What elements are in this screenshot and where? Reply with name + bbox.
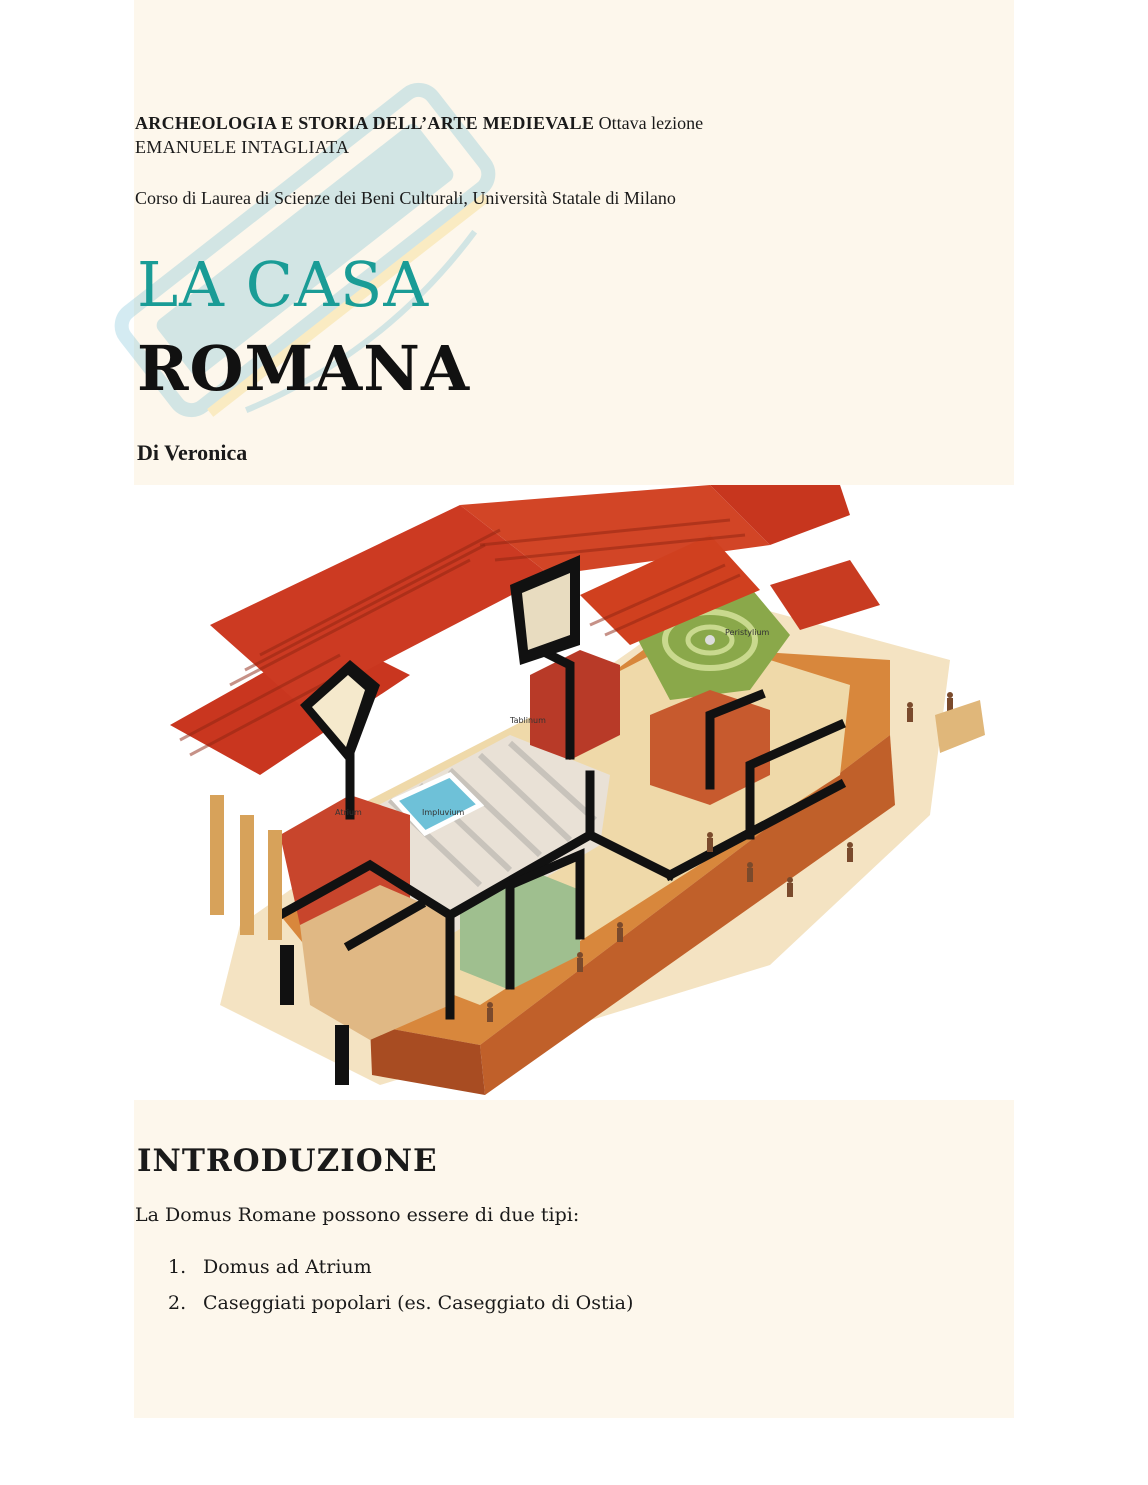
label-impluvium: Impluvium xyxy=(422,808,465,817)
label-tablinum: Tablinum xyxy=(510,716,546,725)
degree-program: Corso di Laurea di Scienze dei Beni Culturali, Università Statale di Milano xyxy=(135,188,676,208)
title-line-2: ROMANA xyxy=(137,332,471,405)
roman-domus-illustration xyxy=(150,485,1000,1100)
instructor-name: EMANUELE INTAGLIATA xyxy=(135,137,350,157)
list-number: 2. xyxy=(168,1292,187,1314)
intro-heading: INTRODUZIONE xyxy=(137,1143,438,1179)
course-title: ARCHEOLOGIA E STORIA DELL’ARTE MEDIEVALE xyxy=(135,113,595,133)
list-item xyxy=(168,1254,633,1290)
label-peristylium: Peristylium xyxy=(725,628,770,637)
lesson-label: Ottava lezione xyxy=(598,113,704,133)
domus-type-list xyxy=(168,1254,633,1326)
course-line xyxy=(135,112,703,134)
label-atrium: Atrium xyxy=(335,808,362,817)
list-item xyxy=(168,1290,633,1326)
list-label: Caseggiati popolari (es. Caseggiato di Ostia) xyxy=(203,1292,634,1314)
list-number: 1. xyxy=(168,1256,187,1278)
header-panel xyxy=(134,0,1014,485)
intro-text: La Domus Romane possono essere di due tipi: xyxy=(135,1204,580,1226)
list-label: Domus ad Atrium xyxy=(203,1256,372,1278)
byline: Di Veronica xyxy=(137,440,248,465)
title-line-1: LA CASA xyxy=(137,248,430,321)
